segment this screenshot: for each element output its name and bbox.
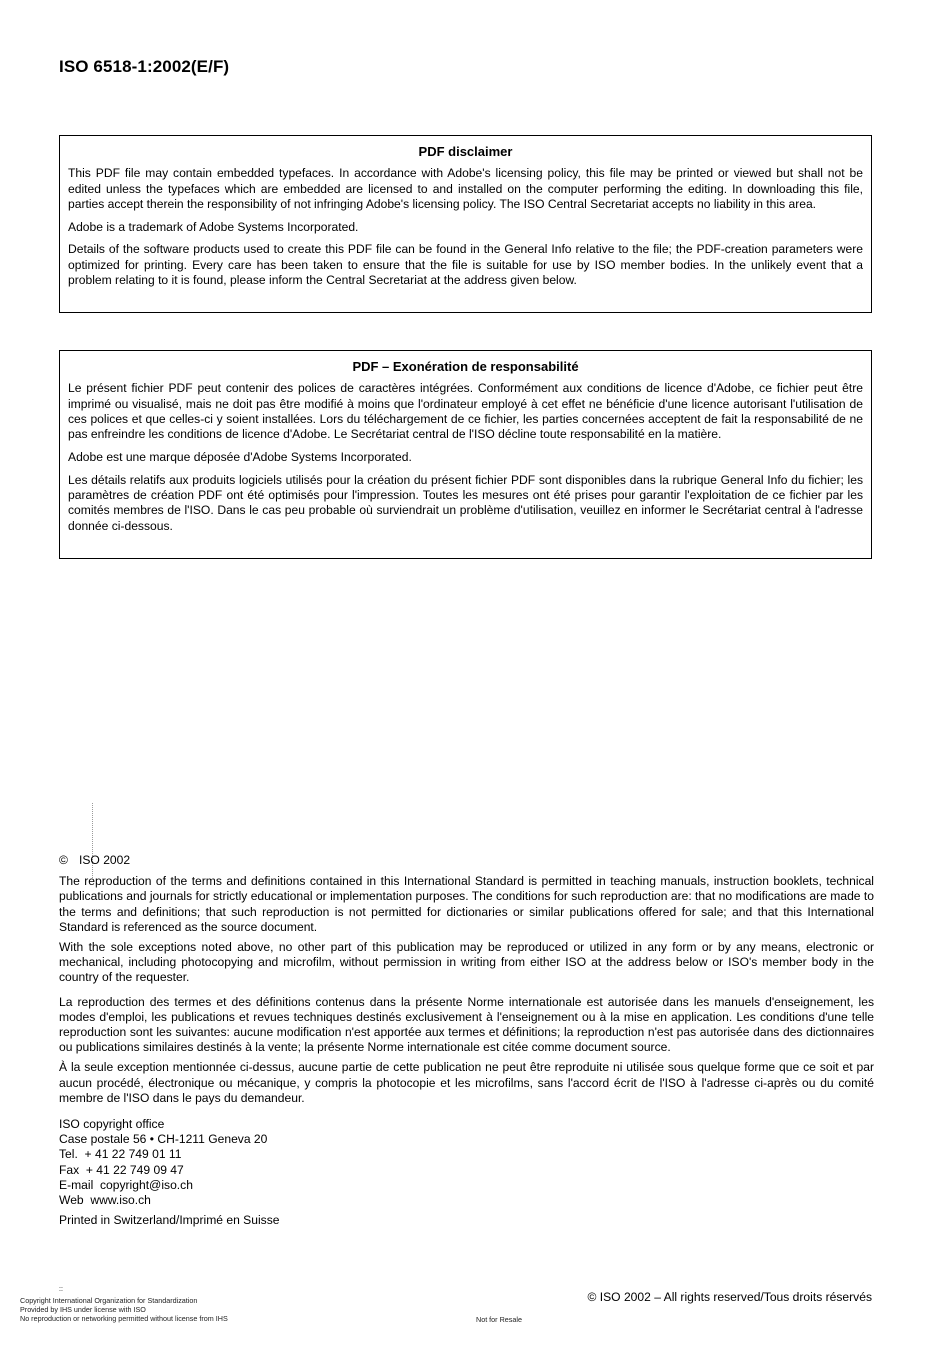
copyright-year: ISO 2002: [79, 853, 131, 867]
copyright-paragraph: With the sole exceptions noted above, no other part of this publication may be reproduced or utilized in any form or by any means, electronic or mechanical, including photocopying and microfilm, without permission in writing from either ISO at the address below or ISO's member body in the country of the requester.: [59, 940, 874, 985]
printed-in-note: Printed in Switzerland/Imprimé en Suisse: [59, 1213, 280, 1228]
license-line: Copyright International Organization for Standardization: [20, 1296, 198, 1305]
address-web: Web www.iso.ch: [59, 1193, 151, 1208]
disclaimer-paragraph: Adobe is a trademark of Adobe Systems Incorporated.: [68, 219, 359, 234]
disclaimer-paragraph: This PDF file may contain embedded typefaces. In accordance with Adobe's licensing policy, this file may be printed or viewed but shall not be edited unless the typefaces which are embedded are licensed to and installed on the computer performing the editing. In downloading this file, parties accept therein the responsibility of not infringing Adobe's licensing policy. The ISO Central Secretariat accepts no liability in this area.: [68, 166, 863, 211]
disclaimer-paragraph: Le présent fichier PDF peut contenir des polices de caractères intégrées. Conformément aux conditions de licence d'Adobe, ce fichier peut être imprimé ou visualisé, mais ne doit pas être modifié à moins que l'ordinateur employé à cet effet ne bénéficie d'une licence autorisant l'utilisation de ces polices et que celles-ci y soient installées. Lors du téléchargement de ce fichier, les parties concernées acceptent de fait la responsabilité de ne pas enfreindre les conditions de licence d'Adobe. Le Secrétariat central de l'ISO décline toute responsabilité en la matière.: [68, 381, 863, 442]
copyright-paragraph: À la seule exception mentionnée ci-dessus, aucune partie de cette publication ne peut être reproduite ni utilisée sous quelque forme que ce soit et par aucun procédé, électronique ou mécanique, y compris la photocopie et les microfilms, sans l'accord écrit de l'ISO à l'adresse ci-après ou du comité membre de l'ISO dans le pays du demandeur.: [59, 1060, 874, 1105]
copyright-french-block: [59, 995, 874, 1106]
address-email: E-mail copyright@iso.ch: [59, 1177, 193, 1192]
copyright-line: [59, 853, 874, 868]
disclaimer-paragraph: Adobe est une marque déposée d'Adobe Systems Incorporated.: [68, 449, 412, 464]
license-line: No reproduction or networking permitted without license from IHS: [20, 1314, 228, 1323]
disclaimer-title: PDF disclaimer: [418, 144, 513, 159]
address-postal: Case postale 56 • CH-1211 Geneva 20: [59, 1132, 268, 1147]
license-line: Provided by IHS under license with ISO: [20, 1305, 146, 1314]
footer-rights-notice: © ISO 2002 – All rights reserved/Tous droits réservés: [587, 1290, 872, 1304]
copyright-notice: [59, 853, 874, 1228]
copyright-paragraph: La reproduction des termes et des définitions contenus dans la présente Norme internationale est autorisée dans les manuels d'enseignement, les modes d'emploi, les publications et revues techniques destinés exclusivement à l'enseignement ou à la mise en application. Les conditions d'une telle reproduction sont les suivantes: aucune modification n'est apportée aux termes et définitions; la reproduction n'est pas autorisée dans des dictionnaires ou publications similaires destinés à la vente; la présente Norme internationale est citée comme document source.: [59, 994, 874, 1055]
not-for-resale-label: Not for Resale: [476, 1315, 522, 1324]
pdf-disclaimer-french: [59, 350, 872, 559]
dot-mark: ::: [59, 1286, 63, 1293]
license-notice: [20, 1296, 228, 1323]
address-fax: Fax + 41 22 749 09 47: [59, 1162, 184, 1177]
address-telephone: Tel. + 41 22 749 01 11: [59, 1147, 182, 1162]
document-id-header: ISO 6518-1:2002(E/F): [59, 57, 230, 76]
disclaimer-title: PDF – Exonération de responsabilité: [352, 359, 579, 374]
disclaimer-paragraph: Details of the software products used to create this PDF file can be found in the General Info relative to the file; the PDF-creation parameters were optimized for printing. Every care has been taken to ensure that the file is suitable for use by ISO member bodies. In the unlikely event that a problem relating to it is found, please inform the Central Secretariat at the address given below.: [68, 242, 863, 288]
iso-address-block: [59, 1117, 874, 1208]
disclaimer-paragraph: Les détails relatifs aux produits logiciels utilisés pour la création du présent fichier PDF sont disponibles dans la rubrique General Info du fichier; les paramètres de création PDF ont été optimisés pour l'impression. Toutes les mesures ont été prises pour garantir l'exploitation de ce fichier par les comités membres de l'ISO. Dans le cas peu probable où surviendrait un problème d'utilisation, veuillez en informer le Secrétariat central à l'adresse donnée ci-dessous.: [68, 472, 863, 533]
pdf-disclaimer-english: [59, 135, 872, 313]
copyright-paragraph: The reproduction of the terms and definitions contained in this International Standard is permitted in teaching manuals, instruction booklets, technical publications and journals for strictly educational or implementation purposes. The conditions for such reproduction are: that no modifications are made to the terms and definitions; that such reproduction is not permitted for dictionaries or similar publications offered for sale; and that this International Standard is referenced as the source document.: [59, 874, 874, 934]
address-office: ISO copyright office: [59, 1117, 165, 1132]
copyright-symbol: ©: [59, 853, 68, 867]
